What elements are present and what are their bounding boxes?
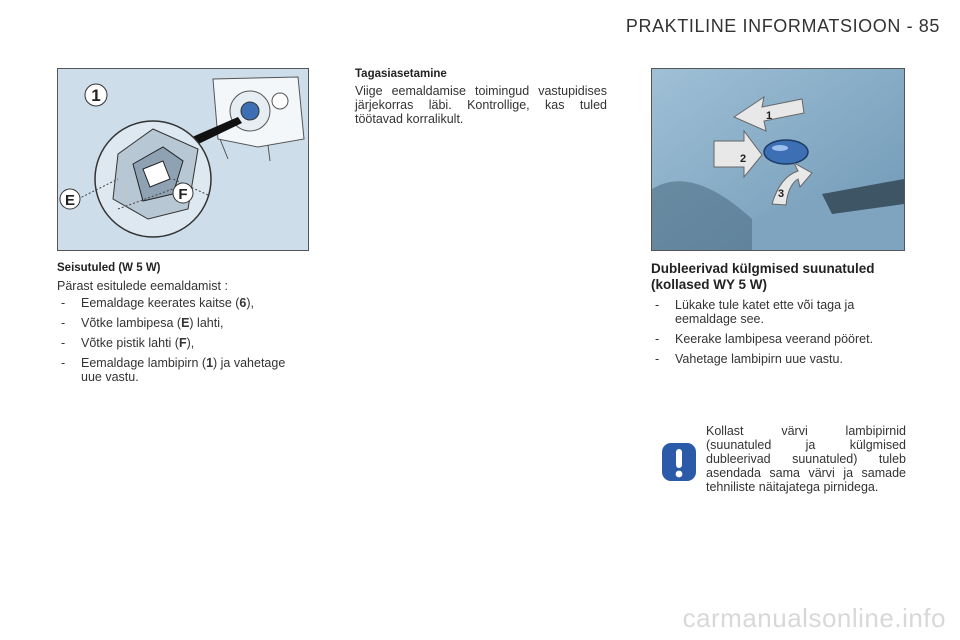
watermark: carmanualsonline.info [682, 603, 946, 633]
headlamp-illustration [57, 68, 309, 251]
section-title-side-lights: Seisutuled (W 5 W) [57, 262, 161, 274]
section-title: PRAKTILINE INFORMATSIOON [625, 16, 901, 36]
list-item: - Lükake tule katet ette või taga ja eemaldage see. [651, 298, 905, 326]
list-item: - Vahetage lambipirn uue vastu. [651, 352, 905, 366]
reassembly-text: Viige eemaldamise toimingud vastupidises järjekorras läbi. Kontrollige, kas tuled töötavad korralikult. [355, 84, 607, 126]
exclamation-icon [661, 442, 697, 482]
list-item: - Keerake lambipesa veerand pööret. [651, 332, 905, 346]
section-title-side-repeaters: Dubleerivad külgmised suunatuled (kollased WY 5 W) [651, 261, 875, 292]
callout-F: F [178, 186, 188, 203]
section-title-reassembly: Tagasiasetamine [355, 68, 447, 80]
bulb-colour-note: Kollast värvi lambipirnid (suunatuled ja külgmised dubleerivad suunatuled) tuleb asendada sama värvi ja samade tehniliste näitajatega pirnidega. [706, 424, 906, 494]
list-item: - Võtke lambipesa (E) lahti, [57, 316, 309, 330]
list-item: - Võtke pistik lahti (F), [57, 336, 309, 350]
headlamp-drawing [58, 69, 308, 250]
side-lights-intro: Pärast esitulede eemaldamist : [57, 279, 228, 293]
side-repeaters-steps [651, 298, 905, 372]
arrow-label-3: 3 [778, 188, 785, 200]
callout-E: E [64, 192, 76, 209]
list-item: - Eemaldage keerates kaitse (6), [57, 296, 309, 310]
arrow-label-1: 1 [766, 110, 773, 122]
side-lights-steps [57, 296, 309, 390]
header-separator: - [900, 16, 919, 36]
list-item: - Eemaldage lambipirn (1) ja vahetage uue vastu. [57, 356, 309, 384]
side-repeater-illustration [651, 68, 905, 251]
page-number: 85 [918, 16, 940, 36]
side-repeater-drawing [652, 69, 904, 250]
arrow-label-2: 2 [740, 153, 747, 165]
callout-1: 1 [91, 86, 101, 105]
page-header [626, 16, 940, 37]
